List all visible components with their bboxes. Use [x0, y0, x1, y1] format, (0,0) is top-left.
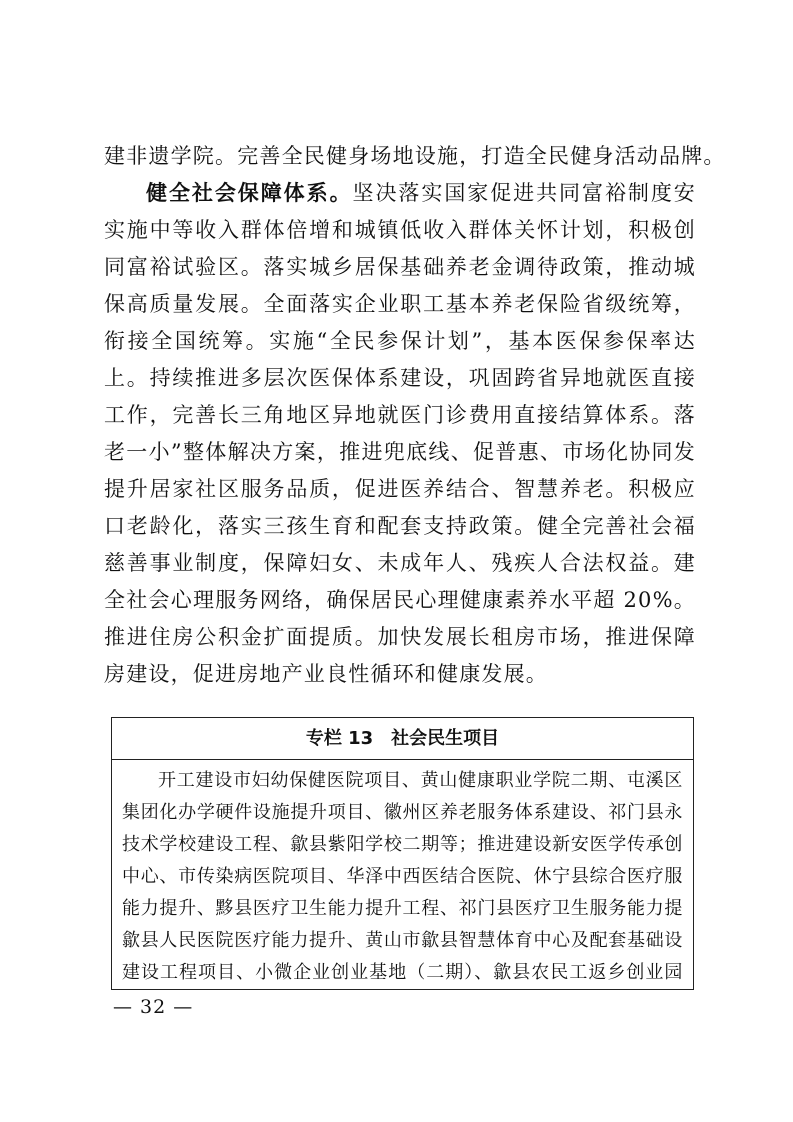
paragraph-text: 坚决落实国家促进共同富裕制度安	[352, 181, 696, 205]
box-line: 集团化办学硬件设施提升项目、徽州区养老服务体系建设、祁门县永	[122, 802, 683, 823]
paragraph-line: 提升居家社区服务品质，促进医养结合、智慧养老。积极应	[104, 477, 696, 501]
paragraph-line: 老一小”整体解决方案，推进兜底线、促普惠、市场化协同发	[104, 440, 696, 464]
box-body	[112, 760, 693, 989]
box-line: 中心、市传染病医院项目、华泽中西医结合医院、休宁县综合医疗服	[122, 866, 683, 887]
paragraph-line: 房建设，促进房地产业良性循环和健康发展。	[104, 662, 548, 686]
paragraph-line: 全社会心理服务网络，确保居民心理健康素养水平超 20%。	[104, 588, 696, 612]
paragraph-line: 慈善事业制度，保障妇女、未成年人、残疾人合法权益。建	[104, 551, 696, 575]
paragraph-line: 保高质量发展。全面落实企业职工基本养老保险省级统筹，	[104, 292, 696, 316]
paragraph-line: 推进住房公积金扩面提质。加快发展长租房市场，推进保障	[104, 625, 696, 649]
box-line: 歙县人民医院医疗能力提升、黄山市歙县智慧体育中心及配套基础设	[122, 930, 683, 951]
paragraph-line: 口老龄化，落实三孩生育和配套支持政策。健全完善社会福	[104, 514, 696, 538]
section-heading: 健全社会保障体系。	[146, 181, 353, 205]
paragraph-line: 工作，完善长三角地区异地就医门诊费用直接结算体系。落	[104, 403, 696, 427]
box-line: 技术学校建设工程、歙县紫阳学校二期等；推进建设新安医学传承创	[122, 834, 683, 855]
paragraph-line: 建非遗学院。完善全民健身场地设施，打造全民健身活动品牌。	[104, 144, 726, 168]
box-title: 专栏 13 社会民生项目	[112, 718, 693, 760]
box-line: 开工建设市妇幼保健医院项目、黄山健康职业学院二期、屯溪区	[158, 770, 683, 791]
box-line: 能力提升、黟县医疗卫生能力提升工程、祁门县医疗卫生服务能力提	[122, 898, 683, 919]
box-line: 建设工程项目、小微企业创业基地（二期）、歙县农民工返乡创业园	[122, 962, 683, 983]
paragraph-line: 上。持续推进多层次医保体系建设，巩固跨省异地就医直接	[104, 366, 696, 390]
paragraph-line: 实施中等收入群体倍增和城镇低收入群体关怀计划，积极创	[104, 218, 696, 242]
project-column-box	[111, 717, 694, 990]
paragraph-line: 衔接全国统筹。实施“全民参保计划”，基本医保参保率达	[104, 329, 696, 353]
body-text	[104, 138, 726, 693]
paragraph-line: 同富裕试验区。落实城乡居保基础养老金调待政策，推动城	[104, 255, 696, 279]
page-number: — 32 —	[113, 996, 194, 1018]
paragraph-line	[104, 175, 696, 212]
